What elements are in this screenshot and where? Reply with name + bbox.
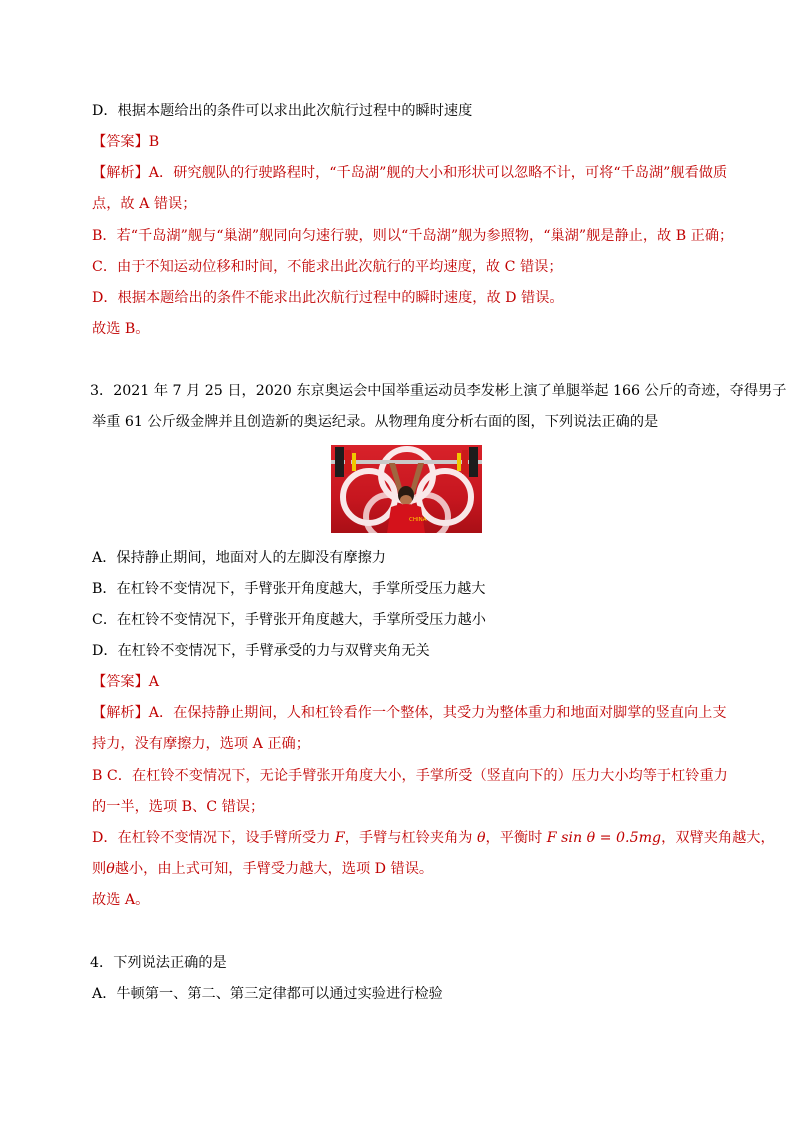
q3-option-a: A．保持静止期间，地面对人的左脚没有摩擦力 — [92, 550, 386, 566]
prev-conclusion: 故选 B。 — [92, 321, 150, 337]
prev-analysis-line-2: 点，故 A 错误； — [92, 196, 197, 212]
weightlifter-photo — [331, 445, 482, 533]
q3-option-c: C．在杠铃不变情况下，手臂张开角度越大，手掌所受压力越小 — [92, 612, 486, 628]
q3-option-b: B．在杠铃不变情况下，手臂张开角度越大，手掌所受压力越大 — [92, 581, 486, 597]
q3-analysis-line-1: 【解析】A．在保持静止期间，人和杠铃看作一个整体，其受力为整体重力和地面对脚掌的竖直向上支 — [92, 705, 727, 721]
jersey-text: CHINA — [409, 517, 427, 523]
q3-analysis-line-5: D．在杠铃不变情况下，设手臂所受力 F，手臂与杠铃夹角为 θ，平衡时 F sin θ = 0.5mg，双臂夹角越大， — [92, 830, 775, 846]
prev-analysis-line-1: 【解析】A．研究舰队的行驶路程时，“千岛湖”舰的大小和形状可以忽略不计，可将“千岛湖”舰看做质 — [92, 165, 728, 181]
q3-analysis-line-3: B C．在杠铃不变情况下，无论手臂张开角度大小，手掌所受（竖直向下的）压力大小均等于杠铃重力 — [92, 768, 728, 784]
q4-stem: 4．下列说法正确的是 — [90, 955, 227, 971]
equilibrium-formula: F sin θ = 0.5mg — [546, 830, 662, 846]
q3-analysis-line-4: 的一半，选项 B、C 错误； — [92, 799, 265, 815]
q3-analysis-line-6: 则θ越小，由上式可知，手臂受力越大，选项 D 错误。 — [92, 861, 434, 877]
weightlifter-illustration — [331, 445, 482, 533]
var-theta-2: θ — [106, 861, 115, 877]
q3-stem-line-1: 3．2021 年 7 月 25 日，2020 东京奥运会中国举重运动员李发彬上演了单腿举起 166 公斤的奇迹，夺得男子 — [90, 383, 787, 399]
q3-stem-line-2: 举重 61 公斤级金牌并且创造新的奥运纪录。从物理角度分析右面的图，下列说法正确的是 — [92, 414, 659, 430]
prev-option-d: D．根据本题给出的条件可以求出此次航行过程中的瞬时速度 — [92, 103, 473, 119]
prev-analysis-line-3: B．若“千岛湖”舰与“巢湖”舰同向匀速行驶，则以“千岛湖”舰为参照物，“巢湖”舰是静止，故 B 正确； — [92, 228, 734, 244]
q4-option-a: A．牛顿第一、第二、第三定律都可以通过实验进行检验 — [92, 986, 443, 1002]
prev-answer: 【答案】B — [92, 134, 160, 150]
q3-analysis-line-2: 持力，没有摩擦力，选项 A 正确； — [92, 736, 310, 752]
var-f: F — [334, 830, 345, 846]
q3-option-d: D．在杠铃不变情况下，手臂承受的力与双臂夹角无关 — [92, 643, 430, 659]
prev-analysis-line-4: C．由于不知运动位移和时间，不能求出此次航行的平均速度，故 C 错误； — [92, 259, 563, 275]
var-theta: θ — [476, 830, 486, 846]
q3-conclusion: 故选 A。 — [92, 892, 150, 908]
prev-analysis-line-5: D．根据本题给出的条件不能求出此次航行过程中的瞬时速度，故 D 错误。 — [92, 290, 564, 306]
q3-answer: 【答案】A — [92, 674, 160, 690]
